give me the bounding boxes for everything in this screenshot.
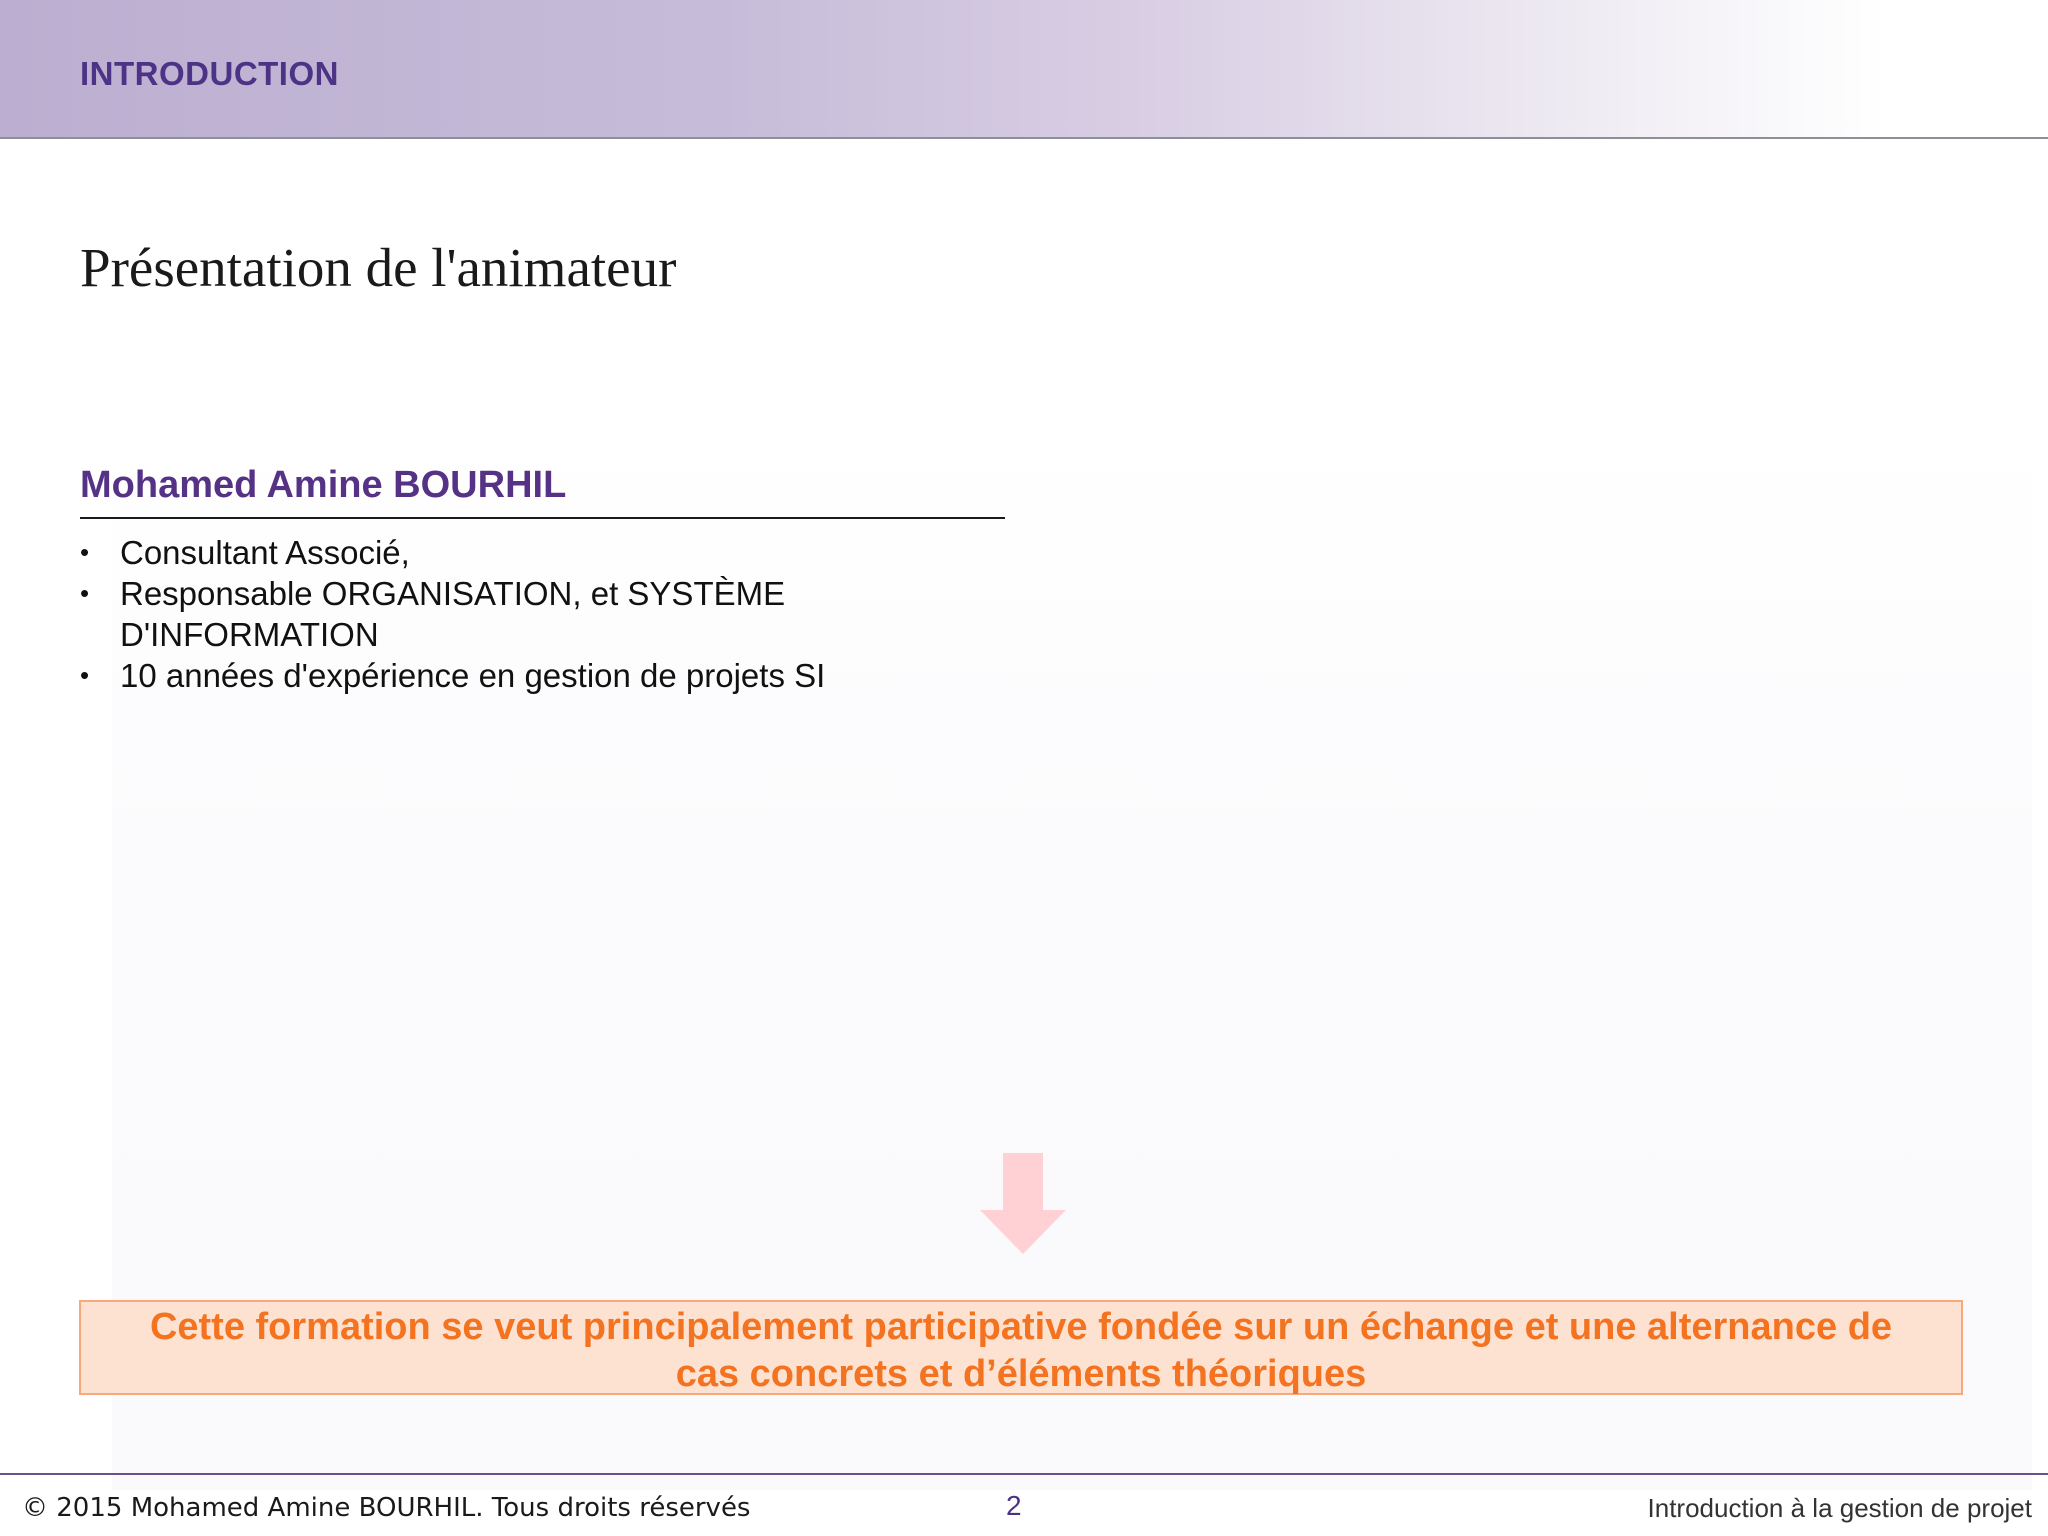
list-item: [80, 655, 900, 696]
callout-line-1: Cette formation se veut principalement participative fondée sur un échange et une alternance de: [149, 1306, 1893, 1348]
list-item: [80, 532, 900, 573]
bullet-icon: •: [80, 537, 90, 567]
list-item: [80, 573, 900, 655]
footer-course-title: Introduction à la gestion de projet: [1647, 1493, 2032, 1523]
down-arrow-shape: [980, 1153, 1066, 1254]
callout-box: [79, 1300, 1963, 1395]
section-title: INTRODUCTION: [80, 55, 339, 92]
list-item-text: Responsable ORGANISATION, et SYSTÈME D'INFORMATION: [120, 575, 786, 653]
presenter-bullet-list: [80, 532, 900, 696]
list-item-text: Consultant Associé,: [120, 534, 410, 571]
presenter-name: Mohamed Amine BOURHIL: [80, 464, 567, 506]
list-item-text: 10 années d'expérience en gestion de projets SI: [120, 657, 826, 694]
footer-divider: [0, 1473, 2048, 1475]
slide-title: Présentation de l'animateur: [80, 237, 677, 298]
bullet-icon: •: [80, 660, 90, 690]
page-number: 2: [1006, 1490, 1022, 1521]
down-arrow-icon: [980, 1153, 1066, 1254]
footer-copyright: © 2015 Mohamed Amine BOURHIL. Tous droits réservés: [22, 1493, 751, 1523]
bullet-icon: •: [80, 578, 90, 608]
callout-line-2: cas concrets et d’éléments théoriques: [675, 1353, 1367, 1395]
presenter-underline: [80, 517, 1005, 519]
